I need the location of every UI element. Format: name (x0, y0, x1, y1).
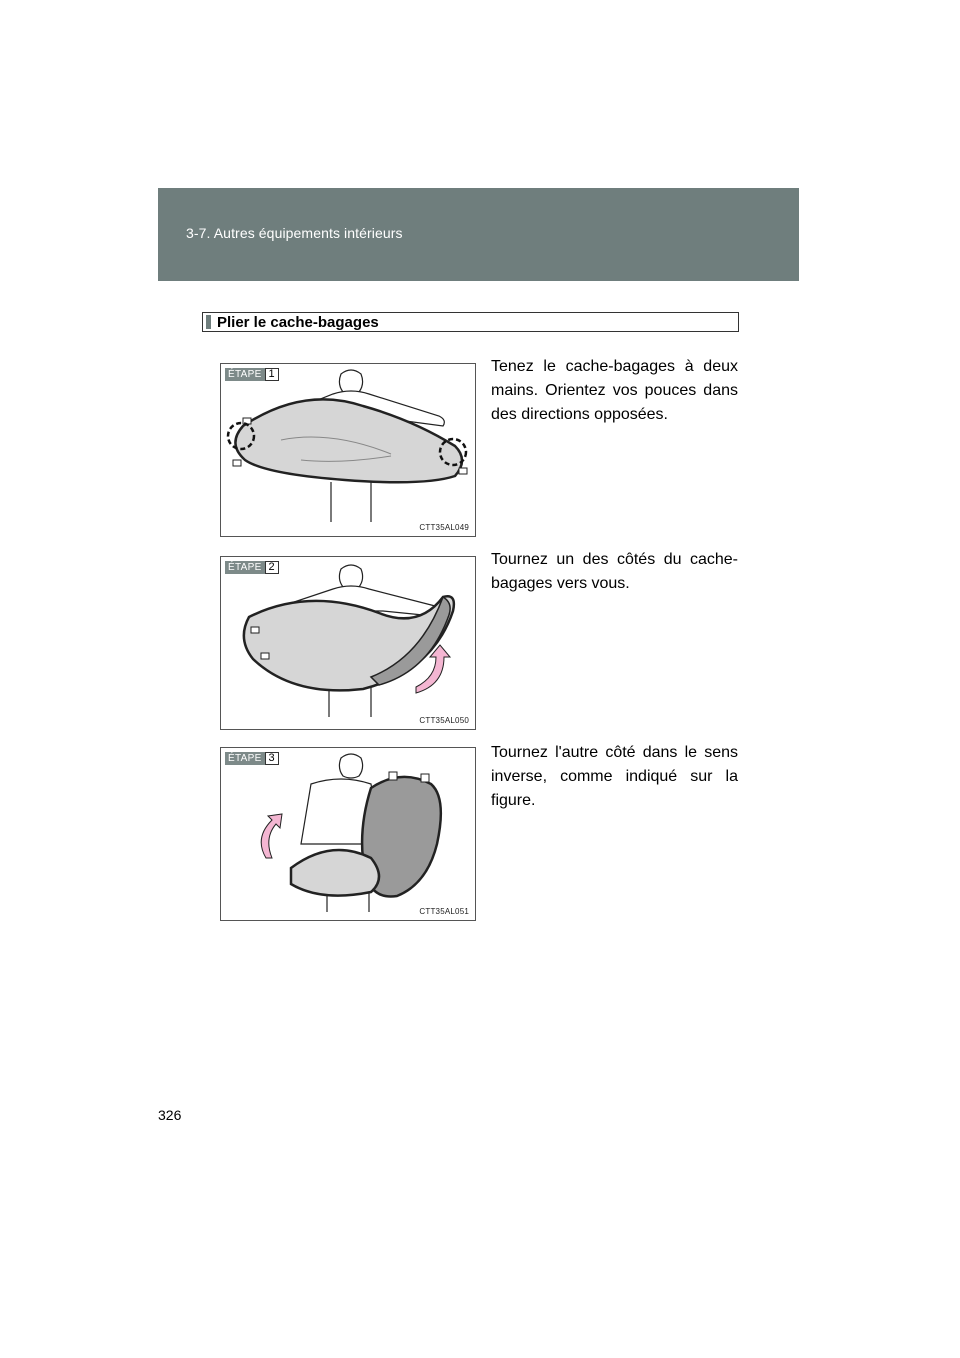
step-3-badge (225, 752, 279, 765)
step-3-figure (220, 747, 476, 921)
step-1-text: Tenez le cache-bagages à deux mains. Orientez vos pouces dans des directions opposées. (491, 358, 738, 423)
section-heading (202, 312, 739, 332)
step-2-figure (220, 556, 476, 730)
heading-marker (206, 315, 211, 329)
step-3-text: Tournez l'autre côté dans le sens inverse, comme indiqué sur la figure. (491, 744, 738, 809)
step-2-text: Tournez un des côtés du cache-bagages vers vous. (491, 551, 738, 592)
step-1-label: ÉTAPE (225, 368, 265, 381)
step-2-label: ÉTAPE (225, 561, 265, 574)
step-2-figure-code: CTT35AL050 (419, 716, 469, 725)
step-3-number: 3 (265, 752, 279, 765)
step-1-badge (225, 368, 279, 381)
step-1-illustration (221, 364, 476, 537)
step-3-label: ÉTAPE (225, 752, 265, 765)
step-3-figure-code: CTT35AL051 (419, 907, 469, 916)
step-2-number: 2 (265, 561, 279, 574)
step-2-illustration (221, 557, 476, 730)
step-2-badge (225, 561, 279, 574)
step-1-figure (220, 363, 476, 537)
step-1-number: 1 (265, 368, 279, 381)
chapter-header (158, 188, 799, 281)
page-number: 326 (158, 1107, 182, 1123)
step-3-illustration (221, 748, 476, 921)
chapter-title: 3-7. Autres équipements intérieurs (186, 225, 403, 241)
section-title: Plier le cache-bagages (217, 314, 379, 331)
step-1-figure-code: CTT35AL049 (419, 523, 469, 532)
